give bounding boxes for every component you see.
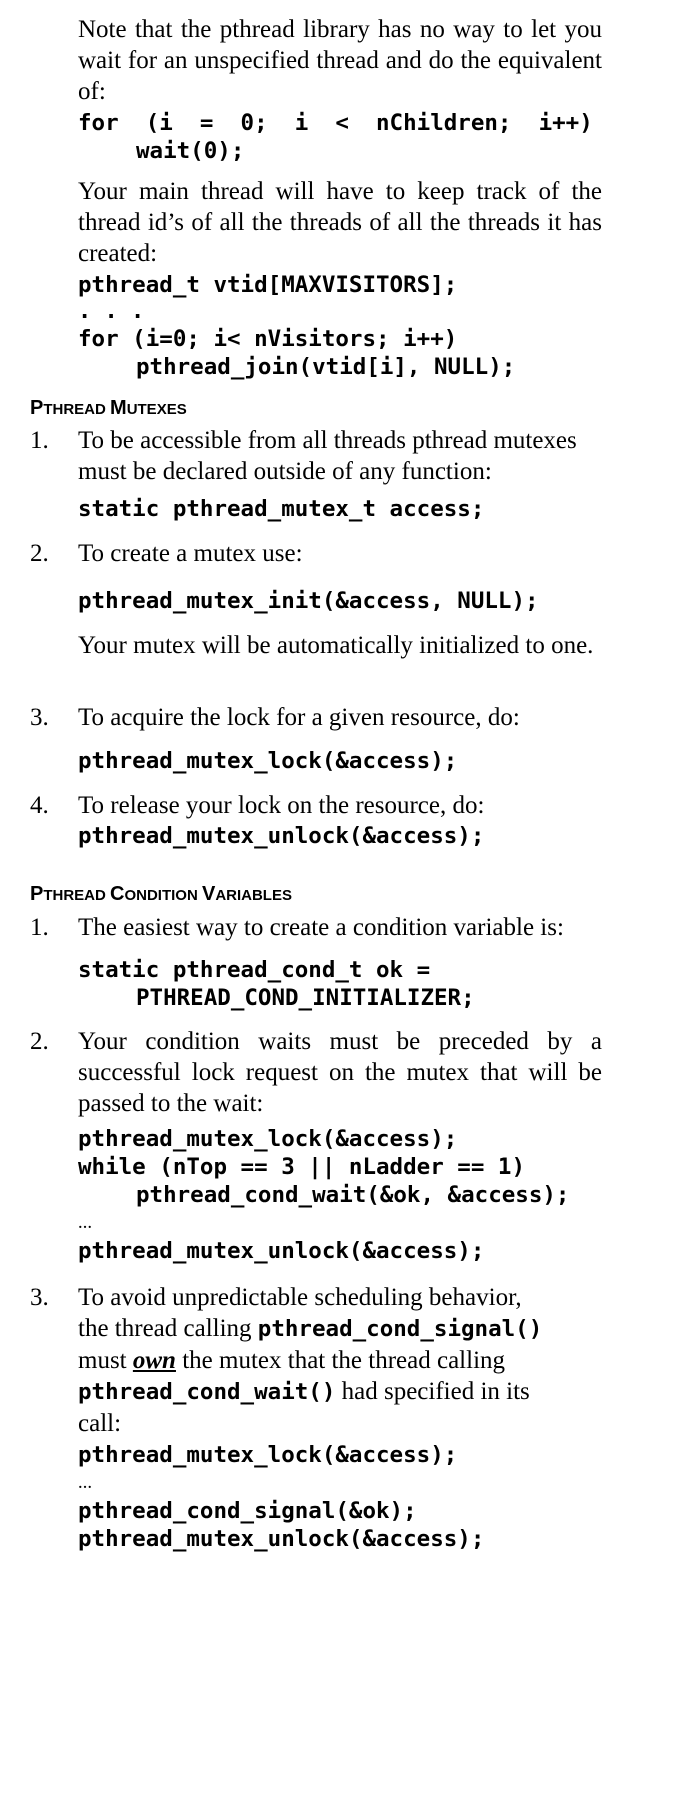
code-signal-unlock: pthread_mutex_unlock(&access); bbox=[78, 1526, 485, 1552]
heading-text: THREAD bbox=[43, 887, 111, 904]
cond-item-3-line-4 bbox=[78, 1376, 638, 1408]
code-mutex-lock: pthread_mutex_lock(&access); bbox=[78, 748, 458, 774]
code-join: pthread_join(vtid[i], NULL); bbox=[136, 354, 516, 380]
cond-item-2-text: Your condition waits must be preceded by a successful lock request on the mutex that will be passed to the wait: bbox=[78, 1028, 602, 1117]
heading-letter: M bbox=[110, 397, 127, 419]
code-dots: . . . bbox=[78, 299, 145, 324]
list-number: 1. bbox=[30, 427, 49, 454]
heading-text: ARIABLES bbox=[215, 887, 292, 904]
code-cond-lock: pthread_mutex_lock(&access); bbox=[78, 1126, 458, 1152]
intro-note: Note that the pthread library has no way to let you wait for an unspecified thread and do the equivalent of: bbox=[78, 16, 602, 105]
cond-item-3-text-part: the thread calling bbox=[78, 1315, 258, 1342]
heading-letter: P bbox=[30, 883, 44, 905]
code-for-visitors: for (i=0; i< nVisitors; i++) bbox=[78, 326, 458, 352]
cond-item-3-text-part: the mutex that the thread calling bbox=[175, 1347, 506, 1374]
heading-text: UTEXES bbox=[126, 401, 187, 418]
cond-item-3-text-part: had specified in its bbox=[335, 1378, 530, 1405]
code-cond-while: while (nTop == 3 || nLadder == 1) bbox=[78, 1154, 526, 1180]
cond-item-3-line-5: call: bbox=[78, 1410, 122, 1437]
cond-item-3-line-2 bbox=[78, 1313, 638, 1345]
list-number: 1. bbox=[30, 914, 49, 941]
cond-item-3-text-part: must bbox=[78, 1347, 133, 1374]
emphasis-own: own bbox=[132, 1347, 176, 1374]
heading-text: ONDITION bbox=[124, 887, 202, 904]
code-loop-line-2: wait(0); bbox=[136, 138, 245, 164]
heading-letter: V bbox=[201, 883, 216, 905]
code-ellipsis: … bbox=[78, 1477, 92, 1492]
list-number: 4. bbox=[30, 792, 49, 819]
mutex-item-3-text: To acquire the lock for a given resource, do: bbox=[78, 704, 520, 731]
heading-letter: P bbox=[30, 397, 44, 419]
code-cond-unlock: pthread_mutex_unlock(&access); bbox=[78, 1238, 485, 1264]
mutex-item-4-text: To release your lock on the resource, do: bbox=[78, 792, 485, 819]
inline-code-cond-signal: pthread_cond_signal() bbox=[257, 1316, 543, 1342]
code-cond-signal: pthread_cond_signal(&ok); bbox=[78, 1498, 417, 1524]
list-number: 3. bbox=[30, 1284, 49, 1311]
mutex-item-1-text: To be accessible from all threads pthread mutexes must be declared outside of any function: bbox=[78, 427, 577, 485]
cond-item-3-text bbox=[78, 1282, 638, 1439]
code-loop-line-1: for (i = 0; i < nChildren; i++) bbox=[78, 110, 593, 136]
heading-letter: C bbox=[110, 883, 125, 905]
code-ellipsis: … bbox=[78, 1217, 92, 1232]
inline-code-cond-wait: pthread_cond_wait() bbox=[78, 1379, 336, 1405]
code-mutex-unlock: pthread_mutex_unlock(&access); bbox=[78, 823, 485, 849]
code-signal-lock: pthread_mutex_lock(&access); bbox=[78, 1442, 458, 1468]
heading-text: THREAD bbox=[43, 401, 111, 418]
cond-item-3-line-1: To avoid unpredictable scheduling behavior, bbox=[78, 1284, 522, 1311]
code-cond-static: static pthread_cond_t ok = bbox=[78, 957, 431, 983]
mutex-item-2-text: To create a mutex use: bbox=[78, 540, 303, 567]
code-cond-initializer: PTHREAD_COND_INITIALIZER; bbox=[136, 985, 475, 1011]
mutex-item-2-after: Your mutex will be automatically initialized to one. bbox=[78, 632, 594, 659]
list-number: 2. bbox=[30, 1028, 49, 1055]
cond-item-1-text: The easiest way to create a condition variable is: bbox=[78, 914, 564, 941]
list-number: 3. bbox=[30, 704, 49, 731]
code-cond-wait: pthread_cond_wait(&ok, &access); bbox=[136, 1182, 570, 1208]
code-vtid-decl: pthread_t vtid[MAXVISITORS]; bbox=[78, 272, 458, 298]
code-mutex-static: static pthread_mutex_t access; bbox=[78, 496, 485, 522]
list-number: 2. bbox=[30, 540, 49, 567]
cond-item-3-line-3 bbox=[78, 1345, 638, 1376]
intro-main-thread: Your main thread will have to keep track of the thread id’s of all the threads of all the threads it has created: bbox=[78, 178, 602, 267]
code-mutex-init: pthread_mutex_init(&access, NULL); bbox=[78, 588, 539, 614]
section-heading-mutexes bbox=[30, 394, 187, 424]
section-heading-condition-variables bbox=[30, 880, 292, 910]
